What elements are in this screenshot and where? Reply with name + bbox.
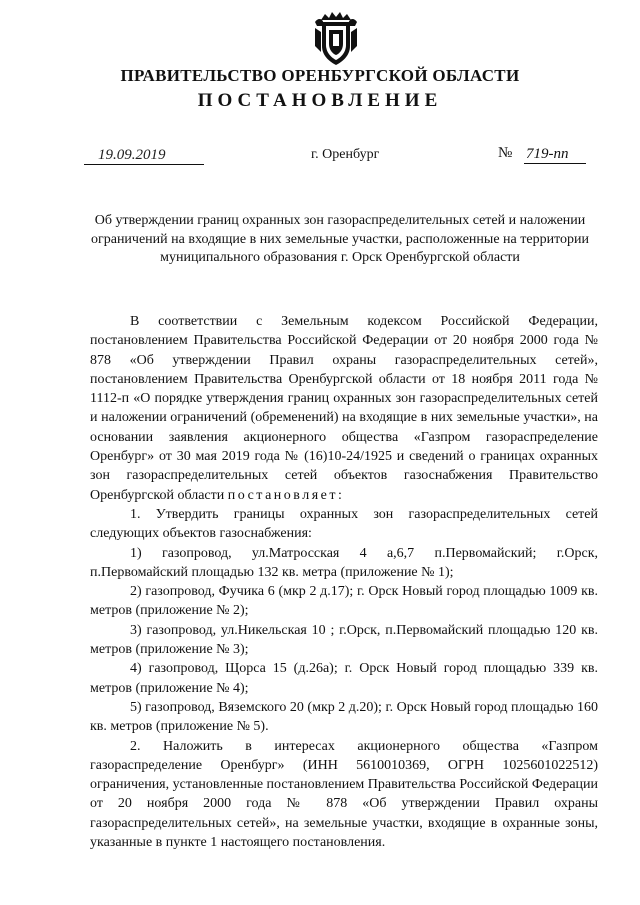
decree-word: постановляет: (227, 487, 345, 503)
sub-item-2: 2) газопровод, Фучика 6 (мкр 2 д.17); г. Орск Новый город площадью 1009 кв. метров (приложение № 2); (90, 584, 598, 619)
sub-item-1: 1) газопровод, ул.Матросская 4 а,6,7 п.Первомайский; г.Орск, п.Первомайский площадью 132 кв. метра (приложение № 1); (90, 545, 598, 580)
document-number: 719-пп (524, 146, 586, 164)
government-title: ПРАВИТЕЛЬСТВО ОРЕНБУРГСКОЙ ОБЛАСТИ (120, 66, 520, 85)
sub-item-5: 5) газопровод, Вяземского 20 (мкр 2 д.20); г. Орск Новый город площадью 160 кв. метров (приложение № 5). (90, 699, 598, 735)
document-number-label: № (498, 145, 513, 161)
document-subject: Об утверждении границ охранных зон газораспределительных сетей и наложении ограничений на входящие в них земельные участки, расположенные на территории муниципального образования г. Орск Оренбургской области (90, 213, 589, 265)
document-city: г. Оренбург (311, 147, 380, 162)
document-date: 19.09.2019 (84, 147, 204, 165)
item-2: 2. Наложить в интересах акционерного общества «Газпром газораспределение Оренбург» (ИНН 5610010369, ОГРН 1025601022512) ограничения, установленные постановлением Правительства Российской Федерации от 20 ноября 2000 года № 878 «Об утверждении Правил охраны газораспределительных сетей», на земельные участки, входящие в охранные зоны, указанные в пункте 1 настоящего постановления. (90, 738, 599, 851)
sub-item-4: 4) газопровод, Щорса 15 (д.26а); г. Орск Новый город площадью 339 кв. метров (приложение № 4); (90, 661, 598, 696)
document-body (90, 312, 598, 852)
orenburg-coat-of-arms-icon (313, 12, 359, 66)
item-1: 1. Утвердить границы охранных зон газораспределительных сетей следующих объектов газоснабжения: (90, 506, 598, 542)
sub-item-3: 3) газопровод, ул.Никельская 10 ; г.Орск, п.Первомайский площадью 120 кв. метров (приложение № 3); (90, 622, 598, 658)
document-type: ПОСТАНОВЛЕНИЕ (197, 90, 443, 111)
preamble-text: В соответствии с Земельным кодексом Российской Федерации, постановлением Правительства Российской Федерации от 20 ноября 2000 года № 878 «Об утверждении Правил охраны газораспределительных сетей», постановлением Правительства Оренбургской области от 18 ноября 2011 года № 1112-п «О порядке утверждения границ охранных зон газораспределительных сетей и наложении ограничений (обременений) на входящие в них земельные участки», на основании заявления акционерного общества «Газпром газораспределение Оренбург» от 30 мая 2019 года № (16)10-24/1925 и сведений о границах охранных зон газораспределительных сетей объектов газоснабжения Правительство Оренбургской области (90, 314, 598, 503)
preamble-paragraph (90, 312, 598, 505)
